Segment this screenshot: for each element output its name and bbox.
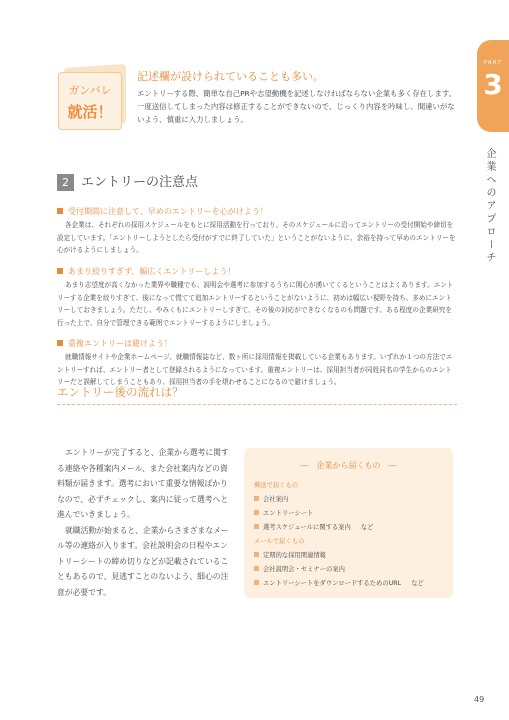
part-number: 3 bbox=[483, 68, 503, 101]
item-broad-entry bbox=[57, 266, 457, 329]
item-deadline bbox=[57, 206, 457, 257]
item-heading bbox=[57, 206, 457, 218]
list-item: 会社案内 bbox=[254, 494, 288, 503]
item-heading bbox=[57, 266, 457, 278]
list-item: 定期的な採用関連情報 bbox=[254, 550, 326, 559]
square-bullet-icon bbox=[254, 566, 259, 571]
chapter-title: 企業へのアプローチ bbox=[484, 148, 495, 265]
square-bullet-icon bbox=[57, 208, 63, 214]
list-tail: など bbox=[360, 524, 374, 531]
item-heading-text: 重複エントリーは避けよう！ bbox=[68, 339, 172, 348]
item-body: あまり志望度が高くなかった業界や職種でも、説明会や選考に参加するうちに関心が湧いてくるということはよくあります。エントリーする企業を絞りすぎて、後になって慌てて追加エントリーするということがないように、初めは幅広い視野を持ち、多めにエントリーしておきましょう。ただし、やみくもにエントリーしすぎて、その後の対応ができなくなるのも問題です。ある程度の企業研究を行った上で、自分で管理できる範囲でエントリーするようにしましょう。 bbox=[57, 281, 454, 327]
square-bullet-icon bbox=[254, 580, 259, 585]
box-title: ― 企業から届くもの ― bbox=[300, 461, 397, 470]
page-number: 49 bbox=[474, 695, 485, 704]
part-tab bbox=[477, 40, 509, 132]
list-item: 会社説明会・セミナーの案内 bbox=[254, 564, 345, 573]
square-bullet-icon bbox=[254, 524, 259, 529]
badge-line1: ガンバレ bbox=[68, 84, 112, 97]
flow-paragraph-2: 就職活動が始まると、企業からさまざまなメール等の連絡が入ります。会社説明会の日程やエントリーシートの締め切りなどが記載されていることもあるので、見逃すことのないよう、細心の注意が必要です。 bbox=[57, 525, 229, 597]
item-heading bbox=[57, 338, 457, 350]
delivered-items-box bbox=[244, 448, 453, 598]
list-item: エントリーシートをダウンロードするためのURL など bbox=[254, 578, 424, 587]
flow-paragraph-1: エントリーが完了すると、企業から選考に関する連絡や各種案内メール、また会社案内などの資料類が届きます。選考において重要な情報ばかりなので、必ずチェックし、案内に従って選考へと進んでいきましょう。 bbox=[57, 448, 229, 519]
list-tail: など bbox=[411, 580, 424, 587]
list-item: 選考スケジュールに関する案内 など bbox=[254, 522, 373, 531]
square-bullet-icon bbox=[57, 340, 63, 346]
item-heading-text: 受付期間に注意して、早めのエントリーを心がけよう！ bbox=[68, 207, 268, 216]
email-label: メールで届くもの bbox=[254, 538, 305, 545]
badge-card bbox=[58, 72, 122, 130]
item-duplicate bbox=[57, 338, 457, 389]
ganbare-badge bbox=[58, 66, 126, 128]
list-item: エントリーシート bbox=[254, 508, 313, 517]
part-label: PART bbox=[483, 60, 503, 66]
square-bullet-icon bbox=[254, 496, 259, 501]
dashed-divider bbox=[57, 404, 457, 405]
flow-text bbox=[57, 445, 232, 600]
section-title: エントリーの注意点 bbox=[81, 175, 199, 190]
callout-body: エントリーする際、簡単な自己PRや志望動機を記述しなければならない企業も多く存在します。一度送信してしまった内容は修正することができないので、じっくり内容を吟味し、間違いがないよう、慎重に入力しましょう。 bbox=[137, 89, 457, 124]
item-heading-text: あまり絞りすぎず、幅広くエントリーしよう！ bbox=[68, 267, 236, 276]
badge-line2: 就活！ bbox=[67, 103, 113, 121]
mail-label: 郵送で届くもの bbox=[254, 482, 299, 489]
square-bullet-icon bbox=[254, 510, 259, 515]
square-bullet-icon bbox=[254, 552, 259, 557]
section-number: 2 bbox=[57, 174, 74, 191]
flow-heading: エントリー後の流れは？ bbox=[57, 385, 184, 399]
item-body: 就職情報サイトや企業ホームページ、就職情報誌など、数ヶ所に採用情報を掲載している企業もあります。いずれか１つの方法でエントリーすれば、エントリー者として登録されるようになっています。重複エントリーは、採用担当者が同姓同名の学生からのエントリーだと誤解してしまうこともあり、採用担当者の手を煩わせることになるので避けましょう。 bbox=[57, 353, 453, 386]
item-body: 各企業は、それぞれの採用スケジュールをもとに採用活動を行っており、そのスケジュールに沿ってエントリーの受付開始や締切を設定しています。「エントリーしようとしたら受付がすでに終了していた」ということがないように、余裕を持って早めのエントリーを心がけるようにしましょう。 bbox=[57, 221, 456, 254]
square-bullet-icon bbox=[57, 268, 63, 274]
callout-title: 記述欄が設けられていることも多い。 bbox=[137, 70, 324, 83]
